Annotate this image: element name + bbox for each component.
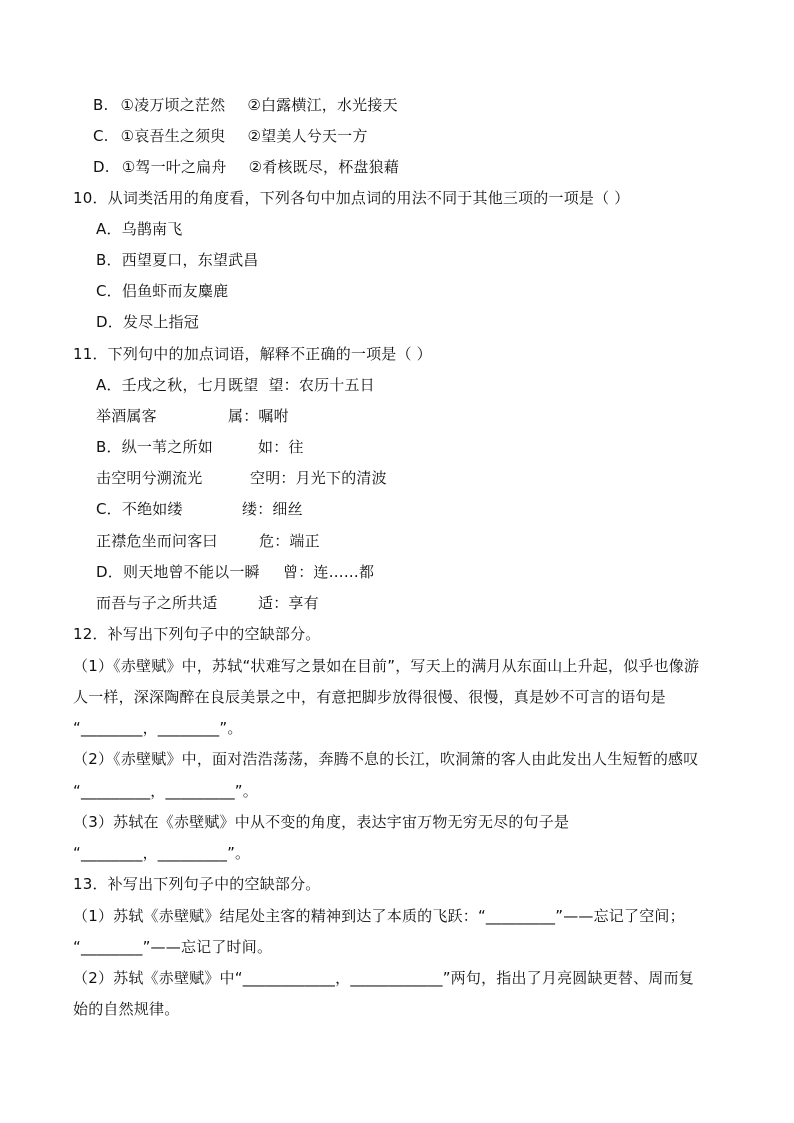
- option-item-1: ①哀吾生之须臾: [120, 127, 226, 145]
- q10-option-a: A．乌鹊南飞: [96, 220, 183, 238]
- q12-line: （3）苏轼在《赤壁赋》中从不变的角度，表达宇宙万物无穷无尽的句子是: [73, 813, 570, 831]
- option-item-2: ②望美人兮天一方: [247, 127, 368, 145]
- q12-answer-blank: “________，________”。: [73, 719, 243, 737]
- q11-row: [96, 531, 218, 551]
- q11-row: [96, 406, 157, 426]
- q11-phrase: B．纵一苇之所如: [96, 438, 213, 456]
- q13-line: （2）苏轼《赤壁赋》中“____________，____________”两句，指出了月亮圆缺更替、周而复: [73, 969, 694, 987]
- q12-answer-blank: “_________，_________”。: [73, 782, 258, 800]
- q10-option-d: D．发尽上指冠: [96, 313, 199, 331]
- q11-row: [96, 499, 183, 519]
- q10-option-c: C．侣鱼虾而友麋鹿: [96, 282, 229, 300]
- q13-line: 始的自然规律。: [73, 1000, 180, 1018]
- q12-line: （1）《赤壁赋》中，苏轼“状难写之景如在目前”，写天上的满月从东面山上升起，似乎也像游: [73, 657, 700, 675]
- option-item-2: ②白露横江，水光接天: [247, 96, 398, 114]
- q11-phrase: D．则天地曾不能以一瞬: [96, 563, 260, 581]
- q11-explanation: 缕：细丝: [242, 500, 303, 518]
- q11-row: [96, 593, 218, 613]
- q11-phrase: 击空明兮溯流光: [96, 469, 203, 487]
- q13-stem: 13．补写出下列句子中的空缺部分。: [73, 875, 321, 893]
- q11-explanation: 空明：月光下的清波: [250, 469, 387, 487]
- q11-phrase: 举酒属客: [96, 407, 157, 425]
- q9-option-d: [93, 157, 399, 177]
- q11-phrase: A．壬戌之秋，七月既望: [96, 376, 259, 394]
- option-item-1: ①驾一叶之扁舟: [121, 158, 227, 176]
- q12-stem: 12．补写出下列句子中的空缺部分。: [73, 625, 321, 643]
- q11-phrase: 而吾与子之所共适: [96, 594, 218, 612]
- option-item-2: ②肴核既尽，杯盘狼藉: [248, 158, 400, 176]
- q11-explanation: 属：嘱咐: [228, 407, 289, 425]
- q11-stem: 11．下列句中的加点词语，解释不正确的一项是（ ）: [73, 345, 432, 363]
- q11-row: [96, 437, 213, 457]
- q11-explanation: 适：享有: [258, 594, 319, 612]
- q9-option-c: [93, 126, 368, 146]
- q13-answer-blank: “________”——忘记了时间。: [73, 938, 273, 956]
- q11-row: [96, 375, 375, 395]
- q11-phrase: C．不绝如缕: [96, 500, 183, 518]
- option-letter: C.: [93, 127, 109, 145]
- q11-row: [96, 562, 260, 582]
- q13-line: （1）苏轼《赤壁赋》结尾处主客的精神到达了本质的飞跃：“_________”——忘记了空间；: [73, 907, 685, 925]
- q11-explanation: 望：农历十五日: [268, 376, 375, 394]
- q10-stem: 10．从词类活用的角度看，下列各句中加点词的用法不同于其他三项的一项是（ ）: [73, 189, 630, 207]
- q12-line: 人一样，深深陶醉在良辰美景之中，有意把脚步放得很慢、很慢，真是妙不可言的语句是: [73, 688, 666, 706]
- q11-explanation: 如：往: [258, 438, 304, 456]
- q9-option-b: [93, 95, 398, 115]
- q11-explanation: 危：端正: [259, 532, 320, 550]
- option-item-1: ①凌万顷之茫然: [120, 96, 226, 114]
- q11-row: [96, 468, 202, 488]
- q12-answer-blank: “________，_________”。: [73, 844, 251, 862]
- q10-option-b: B．西望夏口，东望武昌: [96, 251, 259, 269]
- option-letter: D.: [93, 158, 110, 176]
- option-letter: B.: [93, 96, 109, 114]
- q11-phrase: 正襟危坐而问客曰: [96, 532, 218, 550]
- q12-line: （2）《赤壁赋》中，面对浩浩荡荡，奔腾不息的长江，吹洞箫的客人由此发出人生短暂的感叹: [73, 750, 699, 768]
- q11-explanation: 曾：连……都: [283, 563, 375, 581]
